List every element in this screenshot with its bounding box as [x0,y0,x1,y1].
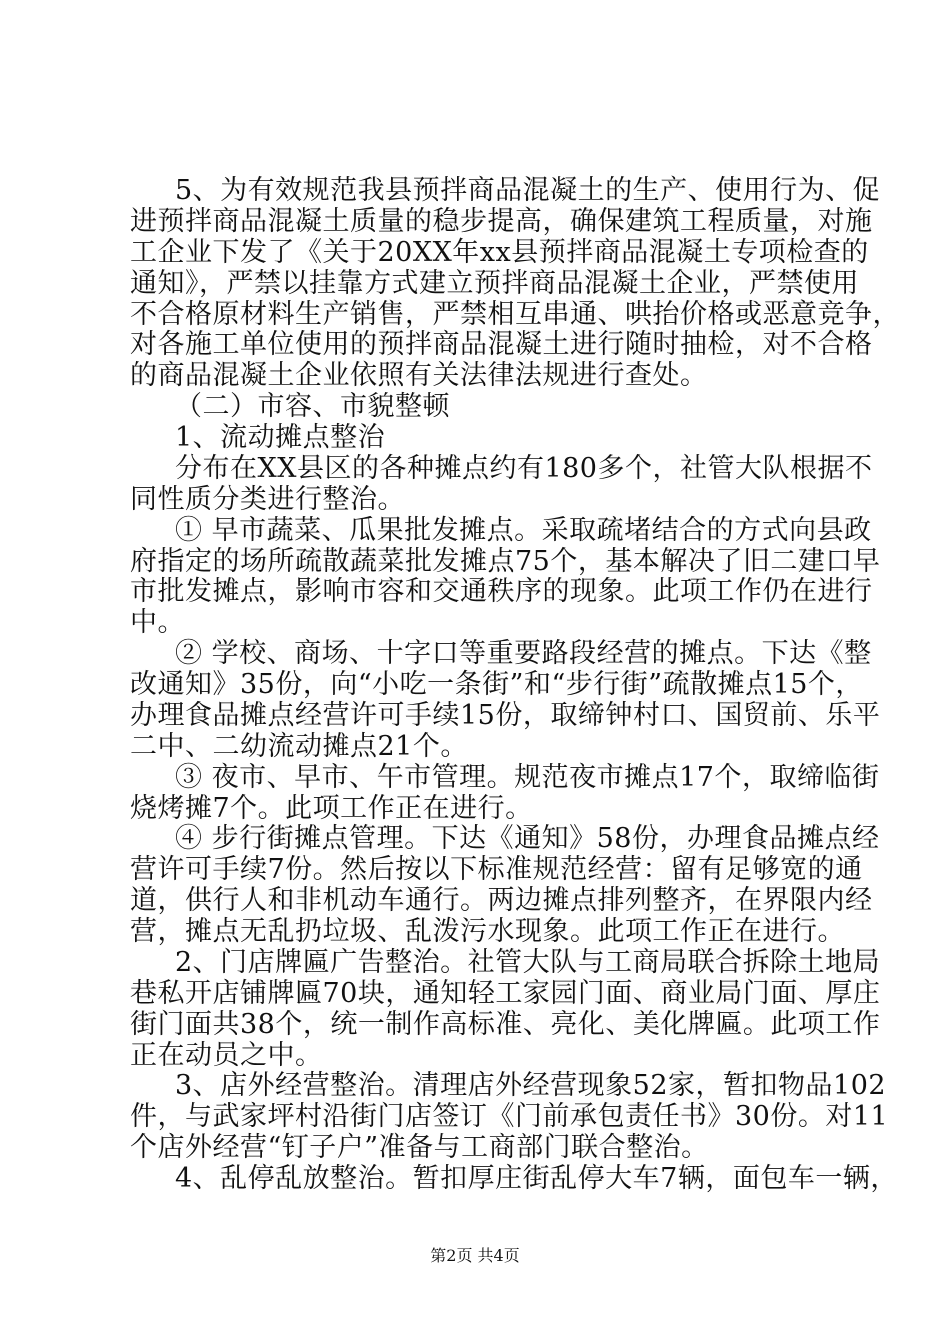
text-line: 工企业下发了《关于20XX年xx县预拌商品混凝土专项检查的 [130,236,869,268]
text-line: 二中、二幼流动摊点21个。 [130,730,468,762]
text-line: ③ 夜市、早市、午市管理。规范夜市摊点17个，取缔临街 [175,761,880,793]
text-line: 对各施工单位使用的预拌商品混凝土进行随时抽检，对不合格 [130,329,873,361]
text-line: 中。 [130,607,185,639]
text-line: ④ 步行街摊点管理。下达《通知》58份，办理食品摊点经 [175,823,880,855]
text-line: 3、店外经营整治。清理店外经营现象52家，暂扣物品102 [175,1070,887,1102]
text-line: 营许可手续7份。然后按以下标准规范经营：留有足够宽的通 [130,854,863,886]
section-heading: （二）市容、市貌整顿 [175,391,450,423]
text-line: 分布在XX县区的各种摊点约有180多个，社管大队根据不 [175,452,873,484]
text-line: 营，摊点无乱扔垃圾、乱泼污水现象。此项工作正在进行。 [130,916,845,947]
text-line: 件，与武家坪村沿街门店签订《门前承包责任书》30份。对11 [130,1101,889,1133]
text-line: 道，供行人和非机动车通行。两边摊点排列整齐，在界限内经 [130,885,873,917]
text-line: 4、乱停乱放整治。暂扣厚庄街乱停大车7辆，面包车一辆， [175,1163,898,1194]
text-line: 2、门店牌匾广告整治。社管大队与工商局联合拆除土地局 [175,946,881,978]
text-line: 进预拌商品混凝土质量的稳步提高，确保建筑工程质量，对施 [130,205,873,237]
text-line: 烧烤摊7个。此项工作正在进行。 [130,792,533,824]
text-line: ② 学校、商场、十字口等重要路段经营的摊点。下达《整 [175,638,872,670]
text-line: 办理食品摊点经营许可手续15份，取缔钟村口、国贸前、乐平 [130,699,881,731]
text-line: 府指定的场所疏散蔬菜批发摊点75个，基本解决了旧二建口早 [130,545,881,577]
subsection-heading: 1、流动摊点整治 [175,422,386,453]
text-line: 街门面共38个，统一制作高标准、亮化、美化牌匾。此项工作 [130,1008,881,1040]
text-line: 改通知》35份，向“小吃一条街”和“步行街”疏散摊点15个， [130,669,863,700]
text-line: 市批发摊点，影响市容和交通秩序的现象。此项工作仍在进行 [130,576,873,608]
text-line: 个店外经营“钉子户”准备与工商部门联合整治。 [130,1132,709,1164]
text-line: 同性质分类进行整治。 [130,483,405,515]
text-line: ① 早市蔬菜、瓜果批发摊点。采取疏堵结合的方式向县政 [175,514,872,546]
text-line: 5、为有效规范我县预拌商品混凝土的生产、使用行为、促 [175,175,881,206]
text-line: 正在动员之中。 [130,1039,323,1071]
text-line: 不合格原材料生产销售，严禁相互串通、哄抬价格或恶意竞争， [130,298,900,330]
text-line: 的商品混凝土企业依照有关法律法规进行查处。 [130,360,708,392]
text-line: 通知》，严禁以挂靠方式建立预拌商品混凝土企业，严禁使用 [130,267,859,299]
text-line: 巷私开店铺牌匾70块，通知轻工家园门面、商业局门面、厚庄 [130,977,881,1009]
page-number-footer: 第2页 共4页 [430,1246,520,1265]
